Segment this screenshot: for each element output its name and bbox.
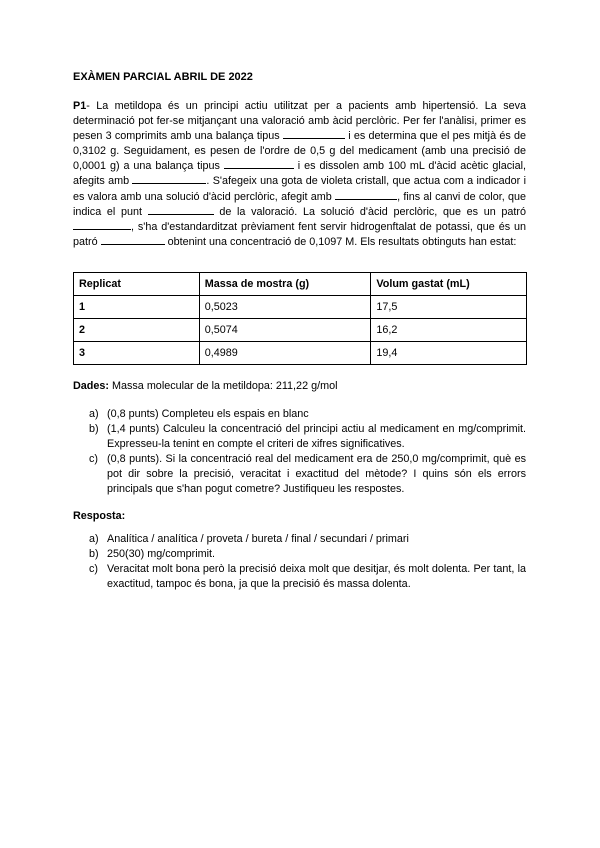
blank-5 [148, 205, 214, 215]
answer-item [73, 532, 526, 547]
question-marker: a) [89, 408, 99, 420]
cell-massa: 0,5023 [199, 296, 371, 319]
answer-marker: c) [89, 563, 98, 576]
question-list [73, 407, 526, 498]
problem-text-2: i es determina que el pes mitjà és de 0,3102 g. Seguidament, es pesen de l'ordre de 0,5 g del medicament (amb una precisió de 0,0001 g) a una balança tipus [73, 130, 526, 173]
answer-item [73, 547, 526, 562]
answer-text: Analítica / analítica / proveta / bureta / final / secundari / primari [107, 533, 409, 545]
question-marker: c) [89, 453, 98, 466]
problem-text-1: - La metildopa és un principi actiu utilitzat per a pacients amb hipertensió. La seva determinació pot fer-se mitjançant una valoració amb àcid perclòric. Per fer l'anàlisi, primer es pesen 3 comprimits amb una balança tipus [73, 100, 526, 143]
blank-7 [101, 235, 165, 245]
data-note-label: Dades: [73, 380, 110, 392]
question-marker: b) [89, 423, 99, 436]
question-item [73, 422, 526, 452]
table-row [74, 319, 527, 342]
answer-text: 250(30) mg/comprimit. [107, 548, 216, 561]
cell-massa: 0,5074 [199, 319, 371, 342]
question-text: (1,4 punts) Calculeu la concentració del principi actiu al medicament en mg/comprimit. Expresseu-la tenint en compte el criteri de xifres significatives. [107, 423, 526, 451]
data-note-text: Massa molecular de la metildopa: 211,22 g/mol [109, 380, 338, 392]
header-replicat: Replicat [74, 273, 200, 296]
table-header-row [74, 273, 527, 296]
header-volum: Volum gastat (mL) [371, 273, 527, 296]
blank-1 [283, 129, 345, 139]
problem-label: P1 [73, 100, 87, 112]
table-row [74, 296, 527, 319]
blank-4 [335, 190, 397, 200]
problem-text-5: , fins al canvi de color, que indica el punt [73, 190, 526, 218]
problem-text-7: , s'ha d'estandarditzat prèviament fent servir hidrogenftalat de potassi, que és un patró [73, 220, 526, 248]
cell-volum: 19,4 [371, 342, 527, 365]
table-row [74, 342, 527, 365]
question-text: (0,8 punts) Completeu els espais en blanc [107, 408, 309, 420]
answer-text: Veracitat molt bona però la precisió deixa molt que desitjar, és molt dolenta. Per tant, la exactitud, tampoc és bona, ja que la precisió és massa dolenta. [107, 563, 526, 591]
answer-marker: b) [89, 548, 99, 561]
problem-text-4: . S'afegeix una gota de violeta cristall, que actua com a indicador i es valora amb una solució d'àcid perclòric, afegit amb [73, 175, 526, 203]
problem-text-8: obtenint una concentració de 0,1097 M. Els resultats obtinguts han estat: [164, 235, 517, 248]
problem-text-6: de la valoració. La solució d'àcid perclòric, que es un patró [213, 205, 526, 218]
blank-3 [132, 174, 206, 184]
cell-volum: 17,5 [371, 296, 527, 319]
exam-title: EXÀMEN PARCIAL ABRIL DE 2022 [73, 71, 253, 83]
cell-replicat: 2 [74, 319, 200, 342]
answer-marker: a) [89, 533, 99, 545]
question-item [73, 407, 526, 422]
blank-2 [224, 159, 294, 169]
problem-text-3: i es dissolen amb 100 mL d'àcid acètic glacial, afegits amb [73, 160, 526, 188]
cell-replicat: 1 [74, 296, 200, 319]
blank-6 [73, 220, 131, 230]
answer-list [73, 532, 526, 592]
question-item [73, 452, 526, 497]
cell-volum: 16,2 [371, 319, 527, 342]
header-massa: Massa de mostra (g) [199, 273, 371, 296]
cell-massa: 0,4989 [199, 342, 371, 365]
cell-replicat: 3 [74, 342, 200, 365]
answer-item [73, 562, 526, 592]
question-text: (0,8 punts). Si la concentració real del medicament era de 250,0 mg/comprimit, què es pot dir sobre la precisió, veracitat i exactitud del mètode? I quins són els errors principals que s'han pogut cometre? Justifiqueu les respostes. [107, 453, 526, 496]
problem-statement [73, 99, 526, 250]
answer-heading: Resposta: [73, 510, 126, 522]
data-note [73, 380, 337, 392]
results-table [73, 272, 527, 365]
